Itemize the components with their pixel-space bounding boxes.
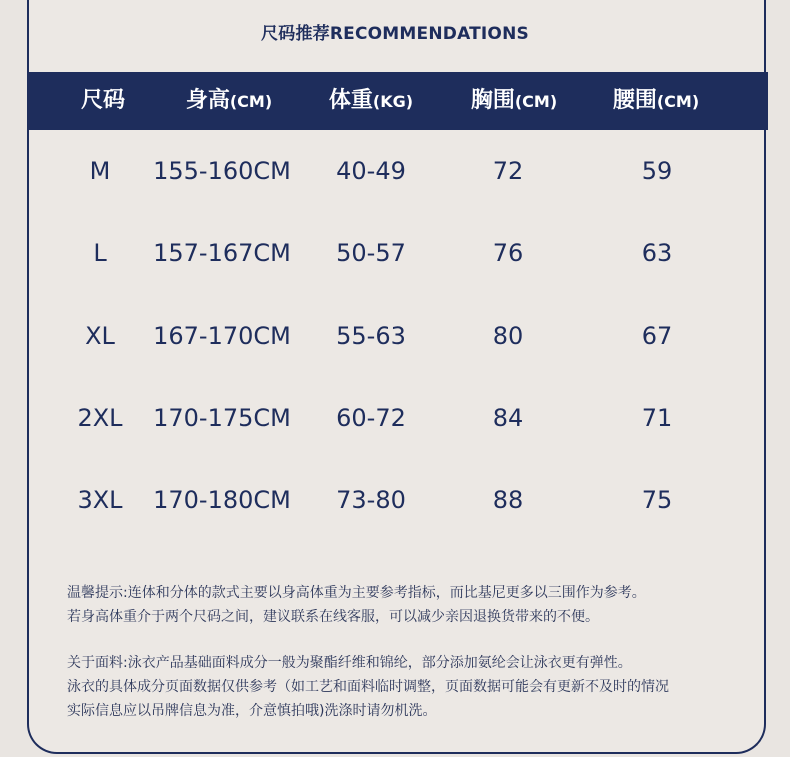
cell-size: L [93, 239, 107, 267]
table-row [28, 316, 768, 356]
fabric-line: 实际信息应以吊牌信息为准，介意慎拍哦)洗涤时请勿机洗。 [67, 703, 437, 719]
cell-bust: 80 [492, 322, 524, 350]
cell-waist: 67 [641, 322, 673, 350]
table-row [28, 151, 768, 191]
cell-weight: 73-80 [336, 486, 406, 514]
table-row [28, 480, 768, 520]
cell-height: 155-160CM [153, 157, 291, 185]
cell-waist: 75 [641, 486, 673, 514]
cell-waist: 59 [641, 157, 673, 185]
header-bust-unit: (CM) [514, 92, 558, 111]
header-height-unit: (CM) [229, 92, 273, 111]
cell-size: 2XL [77, 404, 123, 432]
table-header [28, 72, 768, 130]
header-height-label: 身高 [185, 88, 230, 113]
header-weight-label: 体重 [328, 88, 373, 113]
fabric-line: 关于面料:泳衣产品基础面料成分一般为聚酯纤维和锦纶，部分添加氨纶会让泳衣更有弹性。 [67, 655, 632, 671]
header-weight [329, 72, 413, 130]
cell-weight: 50-57 [336, 239, 406, 267]
fabric-line: 泳衣的具体成分页面数据仅供参考（如工艺和面料临时调整，页面数据可能会有更新不及时的情况 [67, 679, 669, 695]
cell-bust: 76 [492, 239, 524, 267]
table-row [28, 233, 768, 273]
cell-size: 3XL [77, 486, 123, 514]
header-size-label: 尺码 [80, 88, 126, 113]
cell-height: 170-180CM [153, 486, 291, 514]
page-title: 尺码推荐RECOMMENDATIONS [261, 24, 529, 44]
header-waist-unit: (CM) [656, 92, 700, 111]
header-weight-unit: (KG) [372, 92, 414, 111]
cell-weight: 60-72 [336, 404, 406, 432]
cell-height: 170-175CM [153, 404, 291, 432]
header-bust [471, 72, 557, 130]
cell-size: XL [85, 322, 115, 350]
cell-bust: 72 [492, 157, 524, 185]
cell-waist: 71 [641, 404, 673, 432]
size-tip-note [67, 581, 757, 629]
tip-line: 若身高体重介于两个尺码之间，建议联系在线客服，可以减少亲因退换货带来的不便。 [67, 609, 599, 625]
cell-height: 167-170CM [153, 322, 291, 350]
table-row [28, 398, 768, 438]
cell-waist: 63 [641, 239, 673, 267]
cell-height: 157-167CM [153, 239, 291, 267]
cell-weight: 55-63 [336, 322, 406, 350]
cell-bust: 88 [492, 486, 524, 514]
cell-bust: 84 [492, 404, 524, 432]
tip-line: 温馨提示:连体和分体的款式主要以身高体重为主要参考指标，而比基尼更多以三围作为参考。 [67, 585, 646, 601]
header-waist-label: 腰围 [612, 88, 657, 113]
header-waist [613, 72, 699, 130]
header-size [81, 72, 125, 130]
header-bust-label: 胸围 [470, 88, 515, 113]
cell-size: M [89, 157, 111, 185]
cell-weight: 40-49 [336, 157, 406, 185]
header-height [186, 72, 272, 130]
fabric-note [67, 651, 757, 723]
